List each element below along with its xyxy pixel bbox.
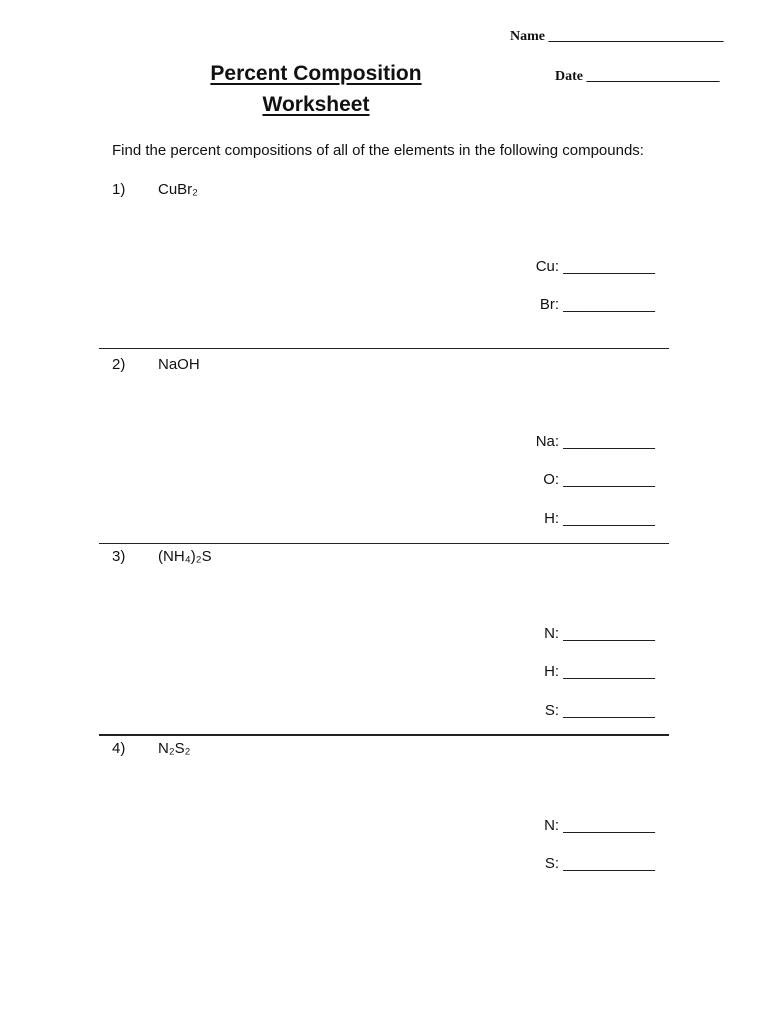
date-field[interactable]: Date ___________________ [555,69,720,84]
section-divider [99,348,669,349]
question-1-formula: CuBr₂ [158,181,198,198]
section-divider [99,734,669,736]
answer-blank-h[interactable]: H: ___________ [544,510,655,527]
question-2-formula: NaOH [158,356,200,373]
answer-blank-na[interactable]: Na: ___________ [535,433,655,450]
answer-blank-o[interactable]: O: ___________ [543,471,655,488]
question-4-formula: N₂S₂ [158,740,191,757]
question-2-number: 2) [112,356,126,373]
answer-blank-s[interactable]: S: ___________ [544,855,655,872]
answer-blank-n[interactable]: N: ___________ [544,817,655,834]
question-3-number: 3) [112,548,126,565]
section-divider [99,543,669,544]
answer-blank-br[interactable]: Br: ___________ [539,296,655,313]
page-title-line-1: Percent Composition [210,62,422,85]
instructions-text: Find the percent compositions of all of the elements in the following compounds: [112,142,644,159]
answer-blank-s[interactable]: S: ___________ [544,702,655,719]
name-field[interactable]: Name _________________________ [510,29,724,44]
page-title-line-2: Worksheet [262,93,370,116]
answer-blank-n[interactable]: N: ___________ [544,625,655,642]
answer-blank-cu[interactable]: Cu: ___________ [535,258,655,275]
question-1-number: 1) [112,181,126,198]
question-3-formula: (NH₄)₂S [158,548,212,565]
answer-blank-h[interactable]: H: ___________ [544,663,655,680]
question-4-number: 4) [112,740,126,757]
